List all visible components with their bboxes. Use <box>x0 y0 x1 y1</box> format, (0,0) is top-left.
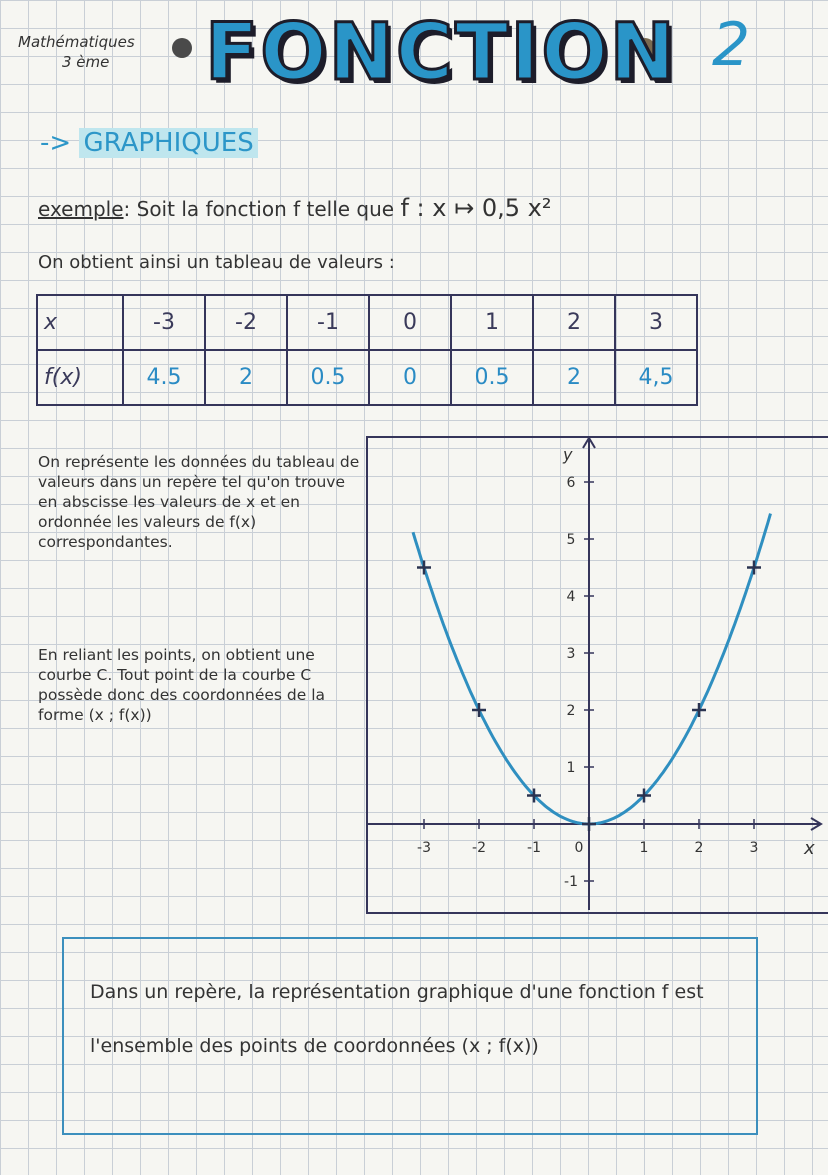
table-cell: 1 <box>451 295 533 350</box>
example-text: : Soit la fonction f telle que <box>123 197 401 221</box>
y-tick-label: 2 <box>566 703 576 719</box>
table-cell: 0.5 <box>287 350 369 405</box>
x-axis-label: x <box>804 838 815 859</box>
subject-label <box>18 32 135 72</box>
table-cell: -3 <box>123 295 205 350</box>
section-heading <box>40 128 258 158</box>
x-tick-label: 3 <box>749 840 759 856</box>
definition-text: Dans un repère, la représentation graphique d'une fonction f est l'ensemble des points de coordonnées (x ; f(x)) <box>90 981 704 1057</box>
example-formula: f : x ↦ 0,5 x² <box>400 194 552 222</box>
data-point-marker <box>472 703 486 717</box>
x-tick-label: -3 <box>417 840 431 856</box>
x-tick-label: 1 <box>639 840 649 856</box>
y-axis-label: y <box>563 445 573 464</box>
table-cell: 0 <box>369 295 451 350</box>
page-title: FONCTION <box>205 8 677 98</box>
function-graph <box>366 436 828 910</box>
arrow-icon: -> <box>40 128 72 158</box>
table-cell: 0 <box>369 350 451 405</box>
table-cell: -2 <box>205 295 287 350</box>
section-title: GRAPHIQUES <box>79 128 257 158</box>
x-tick-label: 0 <box>574 840 584 856</box>
table-cell: 4.5 <box>123 350 205 405</box>
subject-name: Mathématiques <box>18 33 135 51</box>
y-tick-label: -1 <box>564 874 578 890</box>
example-line <box>38 194 551 222</box>
x-tick-label: -2 <box>472 840 486 856</box>
table-cell: 2 <box>533 350 615 405</box>
table-row <box>37 295 697 350</box>
y-tick-label: 4 <box>566 589 576 605</box>
binder-hole-icon <box>172 38 192 58</box>
data-point-marker <box>582 817 596 831</box>
table-cell: 0.5 <box>451 350 533 405</box>
data-point-marker <box>747 561 761 575</box>
y-tick-label: 3 <box>566 646 576 662</box>
x-tick-label: 2 <box>694 840 704 856</box>
data-point-marker <box>417 561 431 575</box>
table-cell: 2 <box>533 295 615 350</box>
row-label-fx: f(x) <box>37 350 123 405</box>
grade-label: 3 ème <box>62 53 110 71</box>
table-intro: On obtient ainsi un tableau de valeurs : <box>38 252 395 273</box>
y-tick-label: 6 <box>566 475 576 491</box>
chapter-number: 2 <box>712 10 751 80</box>
parabola-curve <box>413 514 771 824</box>
table-cell: 3 <box>615 295 697 350</box>
table-row <box>37 350 697 405</box>
row-label-x: x <box>37 295 123 350</box>
data-point-marker <box>692 703 706 717</box>
explanation-paragraph-2: En reliant les points, on obtient une courbe C. Tout point de la courbe C possède donc des coordonnées de la forme (x ; f(x)) <box>38 646 326 724</box>
explanation-paragraph-1: On représente les données du tableau de valeurs dans un repère tel qu'on trouve en abscisse les valeurs de x et en ordonnée les valeurs de f(x) correspondantes. <box>38 453 360 551</box>
table-cell: -1 <box>287 295 369 350</box>
y-tick-label: 1 <box>566 760 576 776</box>
example-label: exemple <box>38 197 124 221</box>
x-tick-label: -1 <box>527 840 541 856</box>
values-table <box>36 294 698 406</box>
y-tick-label: 5 <box>566 532 576 548</box>
table-cell: 2 <box>205 350 287 405</box>
table-cell: 4,5 <box>615 350 697 405</box>
